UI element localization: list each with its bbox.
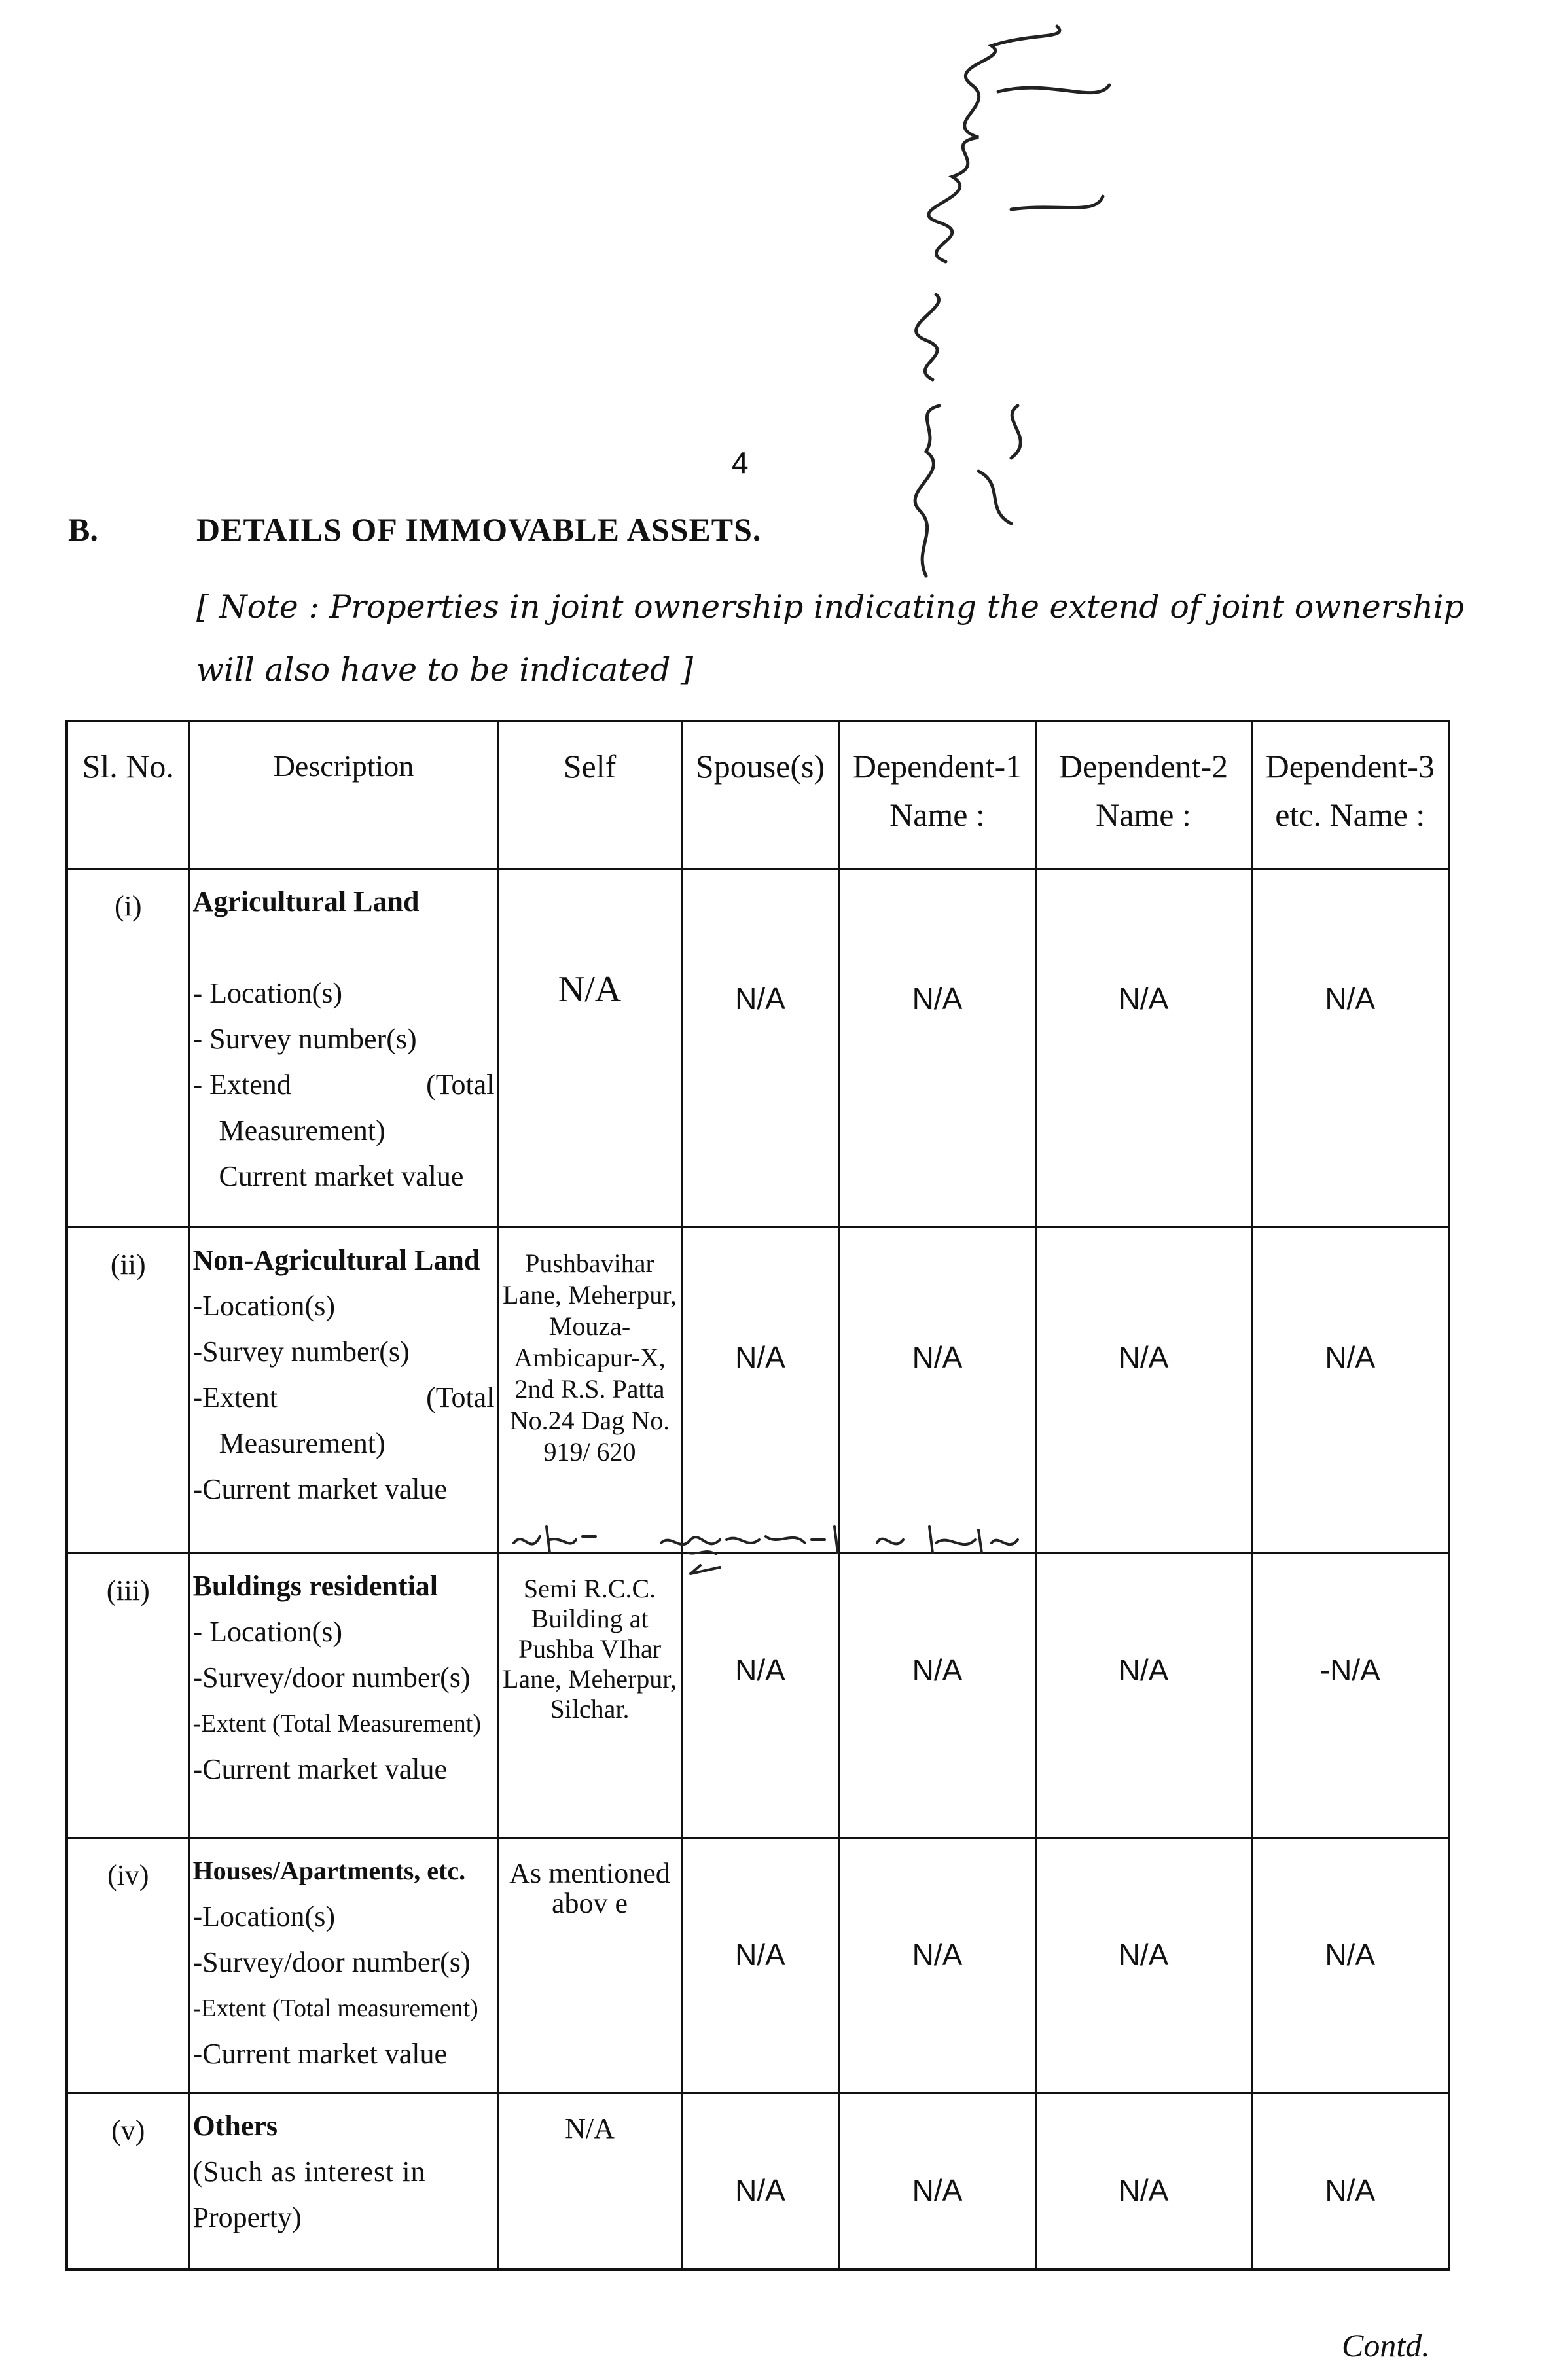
desc-item: -Extent (Total Measurement) <box>192 1709 482 1737</box>
desc-item: -Extent <box>192 1381 278 1413</box>
header-description: Description <box>189 721 498 868</box>
header-dependent-1: Dependent-1 Name : <box>839 721 1035 868</box>
row-spouse: N/A <box>681 1553 839 1838</box>
desc-item: Measurement) <box>219 1427 386 1459</box>
handwritten-arrow <box>687 1557 726 1584</box>
header-dependent-2: Dependent-2 Name : <box>1035 721 1251 868</box>
self-value: N/A <box>558 968 622 1010</box>
row-spouse: N/A <box>681 2093 839 2269</box>
row-sl-no: (iii) <box>67 1553 189 1838</box>
table-row <box>67 2093 1449 2269</box>
row-dependent-2: N/A <box>1035 868 1251 1227</box>
row-dependent-1: N/A <box>839 1838 1035 2093</box>
row-description <box>189 1553 498 1838</box>
row-dependent-3: N/A <box>1251 1227 1449 1553</box>
page-number: 4 <box>732 446 749 480</box>
row-dependent-2: N/A <box>1035 1553 1251 1838</box>
row-spouse: N/A <box>681 1838 839 2093</box>
desc-item: - Location(s) <box>192 1615 342 1648</box>
row-sl-no: (v) <box>67 2093 189 2269</box>
row-self: Pushbavihar Lane, Meherpur, Mouza-Ambicapur-X, 2nd R.S. Patta No.24 Dag No. 919/ 620 <box>498 1227 681 1553</box>
desc-item: (Total <box>426 1381 495 1413</box>
table-row <box>67 1553 1449 1838</box>
desc-item: -Current market value <box>192 2037 448 2070</box>
desc-item: Current market value <box>219 1160 464 1192</box>
row-dependent-1: N/A <box>839 2093 1035 2269</box>
desc-item: - Extend <box>192 1068 291 1101</box>
row-dependent-3: N/A <box>1251 868 1449 1227</box>
row-dependent-1: N/A <box>839 1227 1035 1553</box>
table-row <box>67 1838 1449 2093</box>
row-dependent-3: -N/A <box>1251 1553 1449 1838</box>
desc-item-pair <box>193 1375 497 1421</box>
immovable-assets-table <box>65 720 1450 2271</box>
row-category: Buldings residential <box>192 1569 439 1602</box>
desc-item: -Current market value <box>192 1472 448 1505</box>
row-category: Houses/Apartments, etc. <box>192 1855 466 1885</box>
row-dependent-3: N/A <box>1251 1838 1449 2093</box>
header-sl-no: Sl. No. <box>67 721 189 868</box>
desc-item: -Survey/door number(s) <box>192 1661 471 1694</box>
desc-item: (Total <box>426 1068 495 1101</box>
row-self: N/A <box>498 2093 681 2269</box>
row-spouse: N/A <box>681 868 839 1227</box>
row-sl-no: (i) <box>67 868 189 1227</box>
table-header-row <box>67 721 1449 868</box>
section-letter: B. <box>68 511 98 548</box>
row-self: As mentioned abov e <box>498 1838 681 2093</box>
desc-item: (Such as interest in <box>192 2155 426 2188</box>
row-spouse: N/A <box>681 1227 839 1553</box>
row-dependent-2: N/A <box>1035 1227 1251 1553</box>
row-description <box>189 1227 498 1553</box>
header-spouse: Spouse(s) <box>681 721 839 868</box>
footer-contd: Contd. <box>1342 2327 1430 2364</box>
row-dependent-3: N/A <box>1251 2093 1449 2269</box>
desc-item: -Location(s) <box>192 1900 335 1932</box>
row-sl-no: (ii) <box>67 1227 189 1553</box>
desc-item: - Survey number(s) <box>192 1022 417 1055</box>
row-sl-no: (iv) <box>67 1838 189 2093</box>
desc-item: - Location(s) <box>192 976 342 1009</box>
section-note: [ Note : Properties in joint ownership indicating the extend of joint ownership will also have to be indicated ] <box>196 588 1464 688</box>
desc-item: -Survey/door number(s) <box>192 1945 471 1978</box>
row-description <box>189 868 498 1227</box>
row-category: Agricultural Land <box>192 885 420 917</box>
desc-item: -Survey number(s) <box>192 1335 410 1368</box>
header-self: Self <box>498 721 681 868</box>
row-category: Non-Agricultural Land <box>192 1243 480 1276</box>
row-self <box>498 868 681 1227</box>
desc-item: Measurement) <box>219 1114 386 1146</box>
header-dependent-3: Dependent-3 etc. Name : <box>1251 721 1449 868</box>
table-row <box>67 1227 1449 1553</box>
row-category: Others <box>192 2109 278 2142</box>
handwritten-annotation <box>511 1517 1034 1563</box>
desc-item: Property) <box>192 2201 302 2233</box>
row-dependent-1: N/A <box>839 1553 1035 1838</box>
table-row <box>67 868 1449 1227</box>
row-dependent-2: N/A <box>1035 1838 1251 2093</box>
desc-item: -Current market value <box>192 1752 448 1785</box>
section-title: DETAILS OF IMMOVABLE ASSETS. <box>196 511 762 548</box>
row-self: Semi R.C.C. Building at Pushba VIhar Lane, Meherpur, Silchar. <box>498 1553 681 1838</box>
row-description <box>189 1838 498 2093</box>
desc-item-pair <box>193 1062 497 1108</box>
signature-image <box>900 13 1136 602</box>
row-description <box>189 2093 498 2269</box>
row-dependent-1: N/A <box>839 868 1035 1227</box>
row-dependent-2: N/A <box>1035 2093 1251 2269</box>
desc-item: -Location(s) <box>192 1289 335 1322</box>
desc-item: -Extent (Total measurement) <box>192 1994 478 2022</box>
